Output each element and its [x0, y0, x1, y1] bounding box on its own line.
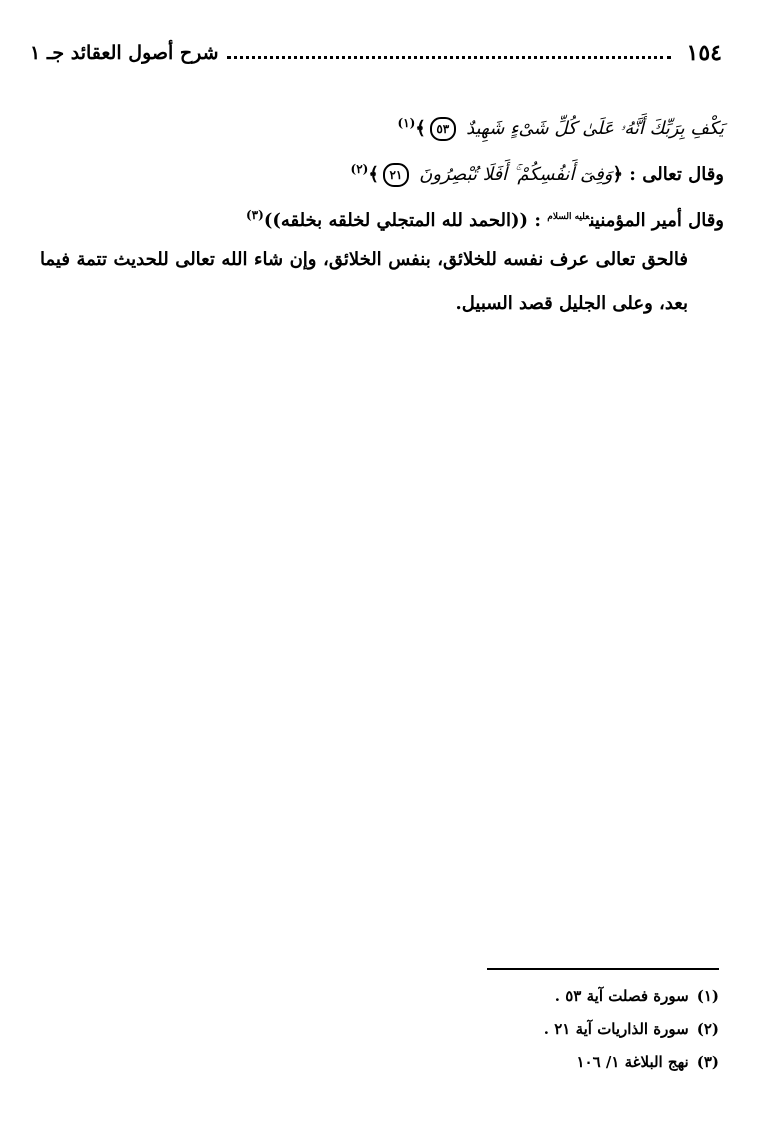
book-title: شرح أصول العقائد جـ ١ [30, 42, 219, 64]
page-number: ١٥٤ [686, 40, 722, 66]
ayah-number-marker: ٢١ [383, 163, 409, 187]
footnote-item [419, 1046, 719, 1079]
footnote-item [419, 980, 719, 1013]
quran-verse-text: وَفِىٓ أَنفُسِكُمْ ۚ أَفَلَا تُبْصِرُونَ [419, 164, 613, 185]
footnote-text: سورة فصلت آية ٥٣ . [554, 987, 689, 1005]
quran-verse-line-2 [40, 146, 724, 192]
footnote-separator [487, 968, 719, 970]
ayah-number-marker: ٥٣ [430, 117, 456, 141]
footnotes-section [419, 980, 719, 1079]
body-paragraph: فالحق تعالى عرف نفسه للخلائق، بنفس الخلائق، وإن شاء الله تعالى للحديث تتمة فيما بعد، وعلى الجليل قصد السبيل. [40, 249, 688, 314]
verse-intro-text: وقال تعالى : [623, 164, 724, 185]
hadith-quote-line [40, 192, 724, 238]
header-dotted-leader [227, 55, 671, 59]
opening-quran-bracket: ﴿ [612, 164, 624, 185]
footnote-number: (٢) [696, 1020, 719, 1038]
footnote-reference: (٣) [245, 208, 264, 222]
footnote-item [419, 1013, 719, 1046]
quran-verse-line-1 [40, 100, 724, 146]
footnote-text: نهج البلاغة ١/ ١٠٦ [576, 1053, 689, 1071]
footnote-text: سورة الذاريات آية ٢١ . [543, 1020, 689, 1038]
quote-intro-text: وقال أمير المؤمنين [589, 210, 724, 231]
honorific-symbol: عليه السلام [547, 212, 590, 222]
page-body [40, 100, 724, 326]
footnote-reference: (١) [397, 116, 416, 130]
hadith-quote-text: : ((الحمد لله المتجلي لخلقه بخلقه)) [263, 210, 548, 231]
footnote-reference: (٢) [350, 162, 369, 176]
closing-quran-bracket: ﴾ [415, 118, 426, 139]
footnote-number: (٣) [696, 1053, 719, 1071]
footnote-number: (١) [696, 987, 719, 1005]
quran-verse-text: يَكْفِ بِرَبِّكَ أَنَّهُۥ عَلَىٰ كُلِّ شَىْءٍ شَهِيدٌ [466, 118, 724, 139]
page-header [30, 36, 722, 70]
closing-quran-bracket: ﴾ [368, 164, 379, 185]
